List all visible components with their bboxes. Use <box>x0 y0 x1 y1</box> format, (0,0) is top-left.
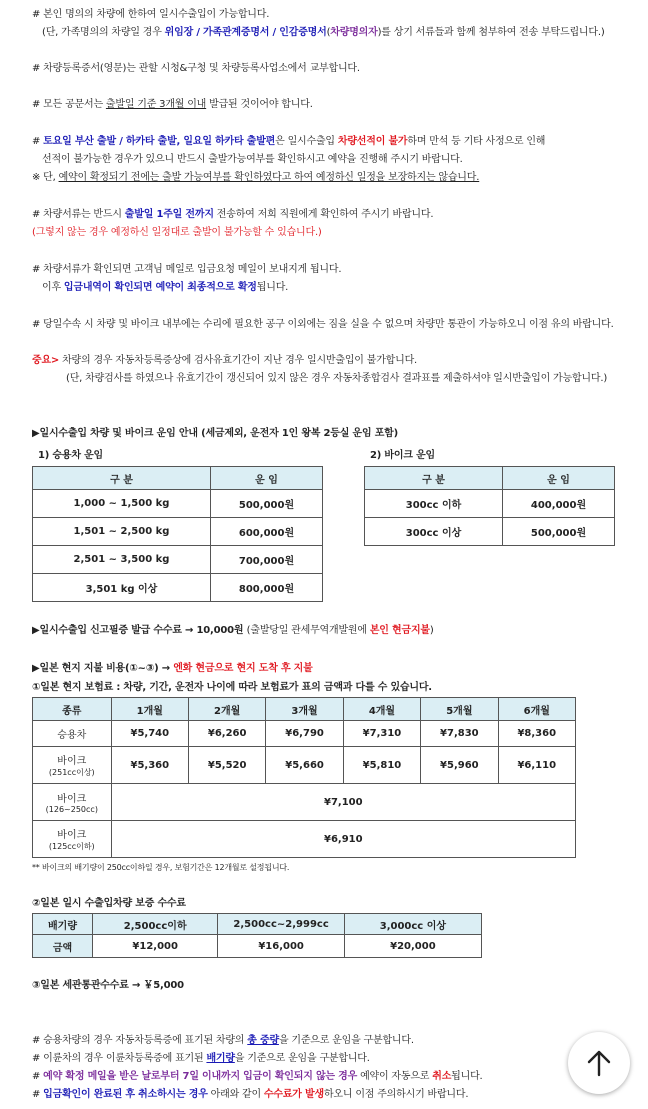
note-line <box>32 281 288 295</box>
insurance-title: ①일본 현지 보험료 : 차량, 기간, 운전자 나이에 따라 보험료가 표의 금액과 다를 수 있습니다. <box>32 682 432 693</box>
text-run: 토요일 부산 출발 / 하카타 출발, 일요일 하카타 출발편 <box>43 136 276 147</box>
guarantee-table <box>32 913 482 958</box>
car-freight-title: 1) 승용차 운임 <box>38 450 103 461</box>
text-run: 이후 <box>42 282 64 293</box>
table-row <box>33 721 576 747</box>
table-header: 종류 <box>33 698 112 721</box>
table-cell: 300cc 이하 <box>365 490 503 518</box>
table-cell: 400,000원 <box>503 490 615 518</box>
bike-freight-table <box>364 466 615 546</box>
vehicle-kind <box>33 721 112 747</box>
note-line <box>32 135 545 149</box>
text-run: # <box>32 1071 44 1082</box>
table-cell: 700,000원 <box>211 546 323 574</box>
footer-line <box>32 1070 483 1084</box>
table-cell: ¥5,810 <box>343 747 420 784</box>
text-run: # 이륜차의 경우 이륜차등록증에 표기된 <box>32 1053 207 1064</box>
table-header: 5개월 <box>421 698 498 721</box>
table-cell: ¥7,100 <box>111 784 575 821</box>
note-line <box>32 226 322 240</box>
text-run: # <box>32 9 44 20</box>
table-cell: 300cc 이상 <box>365 518 503 546</box>
vehicle-kind-label: 바이크 <box>57 794 87 805</box>
text-run: 차량의 경우 자동차등록증상에 검사유효기간이 지난 경우 일시반출입이 불가합니다. <box>59 355 418 366</box>
table-cell: ¥6,260 <box>188 721 265 747</box>
text-run: 하오니 이점 주의하시기 바랍니다. <box>323 1089 469 1100</box>
vehicle-kind <box>33 747 112 784</box>
text-run: # <box>32 63 44 74</box>
note-line <box>32 354 417 368</box>
table-cell: 500,000원 <box>211 490 323 518</box>
guarantee-title: ②일본 일시 수출입차량 보증 수수료 <box>32 898 186 909</box>
text-run: # <box>32 1089 44 1100</box>
vehicle-kind-sub: (125cc이하) <box>48 842 95 851</box>
table-cell: 800,000원 <box>211 574 323 602</box>
text-run: (단, 가족명의의 차량일 경우 <box>42 27 165 38</box>
table-cell: 500,000원 <box>503 518 615 546</box>
text-run: 차량등록증서(영문) <box>43 63 127 74</box>
insurance-note: ** 바이크의 배기량이 250cc이하일 경우, 보험기간은 12개월로 설정됩니다. <box>32 863 290 872</box>
table-row <box>33 935 482 958</box>
table-row <box>365 490 615 518</box>
text-run: 모든 공문서 <box>43 99 94 110</box>
bike-freight-title: 2) 바이크 운임 <box>370 450 435 461</box>
text-run: 선적이 불가능한 경우가 있으니 반드시 출발가능여부를 확인하시고 예약을 진행해 주시기 바랍니다. <box>42 154 463 165</box>
table-cell: 2,501 ~ 3,500 kg <box>33 546 211 574</box>
vehicle-kind <box>33 784 112 821</box>
text-run: 에 한하여 일시수출입이 가능합니다. <box>115 9 270 20</box>
table-header: 구 분 <box>365 467 503 490</box>
vehicle-kind-label: 바이크 <box>57 756 87 767</box>
note-line <box>32 8 269 22</box>
table-row <box>33 518 323 546</box>
table-cell: ¥7,310 <box>343 721 420 747</box>
table-cell: ¥20,000 <box>344 935 481 958</box>
text-run: # 당일수속 시 차량 및 바이크 내부에는 수리에 필요한 공구 이외에는 짐을 실을 수 없으며 차량만 통관이 가능하오니 이점 유의 바랍니다. <box>32 319 614 330</box>
car-freight-table <box>32 466 323 602</box>
text-run: 차량선적이 불가 <box>337 136 408 147</box>
text-run: 예약이 자동으로 <box>357 1071 433 1082</box>
text-run: )를 상기 서류들과 함께 첨부하여 전송 부탁드립니다.) <box>377 27 605 38</box>
scroll-top-button[interactable] <box>568 1032 630 1094</box>
table-cell: ¥6,110 <box>498 747 575 784</box>
table-header: 2,500cc~2,999cc <box>218 914 344 935</box>
table-cell: ¥5,660 <box>266 747 343 784</box>
text-run: (단, 차량검사를 하였으나 유효기간이 갱신되어 있지 않은 경우 자동차종합검사 결과표를 제출하셔야 일시반출입이 가능합니다.) <box>66 373 608 384</box>
table-header: 운 임 <box>211 467 323 490</box>
table-row <box>33 784 576 821</box>
text-run: 본인 명의의 차량 <box>43 9 116 20</box>
text-run: 을 기준으로 운임을 구분합니다. <box>278 1035 414 1046</box>
table-header: 2,500cc이하 <box>93 914 218 935</box>
table-header: 1개월 <box>111 698 188 721</box>
table-cell: ¥6,910 <box>111 821 575 858</box>
table-row <box>33 574 323 602</box>
table-header-row <box>33 914 482 935</box>
table-header: 6개월 <box>498 698 575 721</box>
text-run: 됩니다. <box>256 282 289 293</box>
note-line <box>32 171 479 185</box>
table-cell: 금액 <box>33 935 93 958</box>
text-run: # <box>32 99 44 110</box>
table-row <box>33 546 323 574</box>
table-header: 운 임 <box>503 467 615 490</box>
text-run: (그렇지 않는 경우 예정하신 일정대로 출발이 불가능할 수 있습니다.) <box>32 227 322 238</box>
text-run: 입금확인이 완료된 후 취소하시는 경우 <box>43 1089 208 1100</box>
text-run: # 승용차량의 경우 자동차등록증에 표기된 차량의 <box>32 1035 248 1046</box>
text-run: 차량명의자 <box>330 27 378 38</box>
text-run: 는 <box>93 99 106 110</box>
table-row <box>33 821 576 858</box>
vehicle-kind <box>33 821 112 858</box>
table-header: 3,000cc 이상 <box>344 914 481 935</box>
table-cell: ¥6,790 <box>266 721 343 747</box>
text-run: 아래와 같이 <box>207 1089 264 1100</box>
text-run: 입금내역이 확인되면 예약이 최종적으로 확정 <box>63 282 257 293</box>
vehicle-kind-sub: (126~250cc) <box>45 805 98 814</box>
text-run: 발급된 것이어야 합니다. <box>206 99 313 110</box>
vehicle-kind-sub: (251cc이상) <box>48 768 95 777</box>
text-run: 취소 <box>432 1071 452 1082</box>
table-cell: 1,501 ~ 2,500 kg <box>33 518 211 546</box>
jp-heading: ▶일본 현지 지불 비용(①~③) → 엔화 현금으로 현지 도착 후 지불 <box>32 663 313 674</box>
text-run: 을 기준으로 운임을 구분합니다. <box>234 1053 370 1064</box>
footer-line <box>32 1034 414 1048</box>
table-cell: ¥8,360 <box>498 721 575 747</box>
text-run: 출발일 1주일 전까지 <box>124 209 214 220</box>
text-run: ( <box>326 27 331 38</box>
table-header: 3개월 <box>266 698 343 721</box>
text-run: 출발일 기준 3개월 이내 <box>105 99 207 110</box>
text-run: 수수료가 발생 <box>263 1089 324 1100</box>
note-line <box>66 372 607 386</box>
text-run: 전송하여 저희 직원에게 확인하여 주시기 바랍니다. <box>213 209 434 220</box>
table-cell: ¥5,960 <box>421 747 498 784</box>
footer-line <box>32 1052 370 1066</box>
text-run: 총 중량 <box>247 1035 279 1046</box>
note-line <box>32 26 605 40</box>
table-header: 2개월 <box>188 698 265 721</box>
footer-line <box>32 1088 468 1102</box>
table-cell: ¥12,000 <box>93 935 218 958</box>
table-row <box>33 747 576 784</box>
table-cell: ¥7,830 <box>421 721 498 747</box>
vehicle-kind-label: 바이크 <box>57 830 87 841</box>
text-run: 예약 확정 메일을 받은 날로부터 7일 이내까지 입금이 확인되지 않는 경우 <box>43 1071 358 1082</box>
text-run: ※ 단, <box>32 172 59 183</box>
table-header: 배기량 <box>33 914 93 935</box>
arrow-up-icon <box>584 1048 614 1078</box>
customs-fee: ③일본 세관통관수수료 → ￥5,000 <box>32 980 184 991</box>
table-cell: 600,000원 <box>211 518 323 546</box>
text-run: 는 관할 시청&구청 및 차량등록사업소에서 교부합니다. <box>126 63 360 74</box>
table-header: 4개월 <box>343 698 420 721</box>
note-line <box>32 263 341 277</box>
table-cell: ¥5,360 <box>111 747 188 784</box>
vehicle-kind-label: 승용차 <box>57 730 87 741</box>
table-header-row <box>33 698 576 721</box>
text-run: # <box>32 136 44 147</box>
note-line <box>32 208 433 222</box>
table-header: 구 분 <box>33 467 211 490</box>
note-line <box>32 153 463 167</box>
insurance-table <box>32 697 576 858</box>
freight-heading: ▶일시수출입 차량 및 바이크 운임 안내 (세금제외, 운전자 1인 왕복 2등실 운임 포함) <box>32 428 398 439</box>
text-run: 예약이 확정되기 전에는 출발 가능여부를 확인하였다고 하여 예정하신 일정을 보장하지는 않습니다. <box>58 172 480 183</box>
table-row <box>33 490 323 518</box>
note-line <box>32 62 360 76</box>
table-cell: ¥16,000 <box>218 935 344 958</box>
text-run: 하며 만석 등 기타 사정으로 인해 <box>407 136 546 147</box>
note-line <box>32 318 614 332</box>
text-run: 은 일시수출입 <box>275 136 338 147</box>
table-cell: ¥5,520 <box>188 747 265 784</box>
text-run: # 차량서류는 반드시 <box>32 209 125 220</box>
text-run: 중요> <box>32 355 60 366</box>
text-run: 배기량 <box>206 1053 235 1064</box>
text-run: 위임장 / 가족관계증명서 / 인감증명서 <box>164 27 327 38</box>
table-row <box>365 518 615 546</box>
table-cell: 1,000 ~ 1,500 kg <box>33 490 211 518</box>
table-cell: 3,501 kg 이상 <box>33 574 211 602</box>
text-run: 됩니다. <box>451 1071 483 1082</box>
fee-line: ▶일시수출입 신고필증 발급 수수료 → 10,000원 (출발당일 관세무역개발원에 본인 현금지불) <box>32 625 434 636</box>
note-line <box>32 98 313 112</box>
table-cell: ¥5,740 <box>111 721 188 747</box>
text-run: # 차량서류가 확인되면 고객님 메일로 입금요청 메일이 보내지게 됩니다. <box>32 264 342 275</box>
